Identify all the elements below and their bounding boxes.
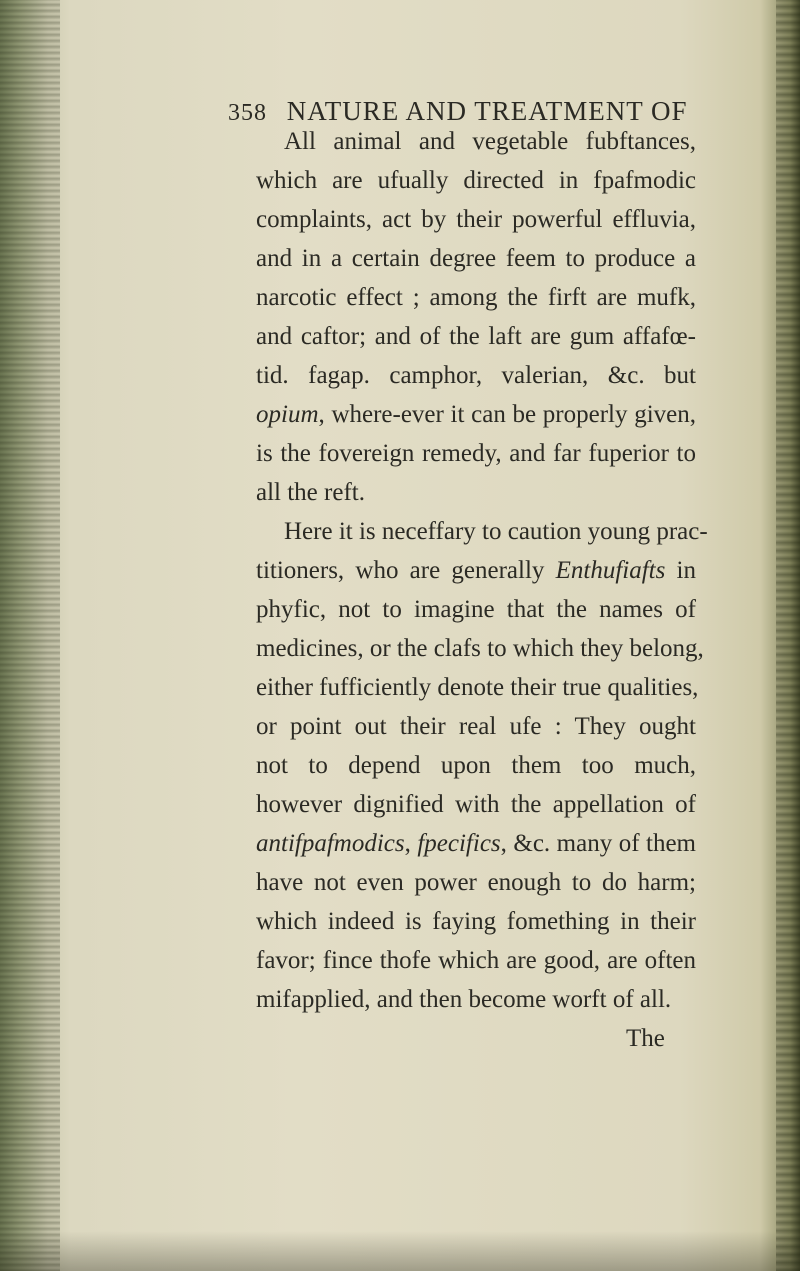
text-line <box>256 323 696 351</box>
text-line <box>284 518 708 546</box>
text-run: mifapplied, and then become worft of all. <box>256 986 672 1013</box>
text-line <box>256 167 696 195</box>
italic-text: opium <box>256 401 319 428</box>
text-run: and caftor; and of the laft are gum affafœ- <box>256 323 696 350</box>
text-run: , where-ever it can be properly given, <box>318 401 696 428</box>
text-run: All animal and vegetable fubftances, <box>284 128 696 155</box>
text-run: not to depend upon them too much, <box>256 752 696 779</box>
page-number: 358 <box>228 100 267 126</box>
text-line <box>256 830 696 858</box>
text-line <box>256 479 696 507</box>
italic-text: Enthufiafts <box>555 557 666 584</box>
text-line <box>256 557 696 585</box>
text-line <box>256 947 696 975</box>
text-run: and in a certain degree feem to produce a <box>256 245 696 272</box>
text-run: complaints, act by their powerful effluvia, <box>256 206 696 233</box>
text-run: The <box>626 1025 665 1052</box>
text-line <box>256 245 696 273</box>
running-header <box>228 96 688 127</box>
text-run: narcotic effect ; among the firft are mufk, <box>256 284 696 311</box>
text-run: in <box>665 557 696 584</box>
text-line <box>256 986 696 1014</box>
text-run: tid. fagap. camphor, valerian, &c. but <box>256 362 696 389</box>
text-run: phyfic, not to imagine that the names of <box>256 596 696 623</box>
italic-text: antifpafmodics <box>256 830 405 857</box>
text-run: , <box>404 830 418 857</box>
text-run: favor; fince thofe which are good, are often <box>256 947 696 974</box>
text-line <box>256 284 696 312</box>
text-line <box>256 869 696 897</box>
text-run: medicines, or the clafs to which they belong, <box>256 635 704 662</box>
text-run: however dignified with the appellation of <box>256 791 696 818</box>
text-run: is the fovereign remedy, and far fuperior to <box>256 440 696 467</box>
text-line <box>256 206 696 234</box>
text-run: which are ufually directed in fpafmodic <box>256 167 696 194</box>
text-run: which indeed is faying fomething in their <box>256 908 696 935</box>
text-run: titioners, who are generally <box>256 557 556 584</box>
text-line <box>256 791 696 819</box>
text-line <box>256 713 696 741</box>
text-run: all the reft. <box>256 479 365 506</box>
text-line <box>256 440 696 468</box>
text-run: or point out their real ufe : They ought <box>256 713 696 740</box>
text-line <box>256 635 704 663</box>
text-line <box>256 596 696 624</box>
text-line <box>256 674 699 702</box>
running-title: NATURE AND TREATMENT OF <box>286 96 688 126</box>
text-run: Here it is neceffary to caution young prac- <box>284 518 708 545</box>
text-line <box>256 908 696 936</box>
text-line <box>284 128 696 156</box>
catchword <box>626 1025 696 1053</box>
text-run: have not even power enough to do harm; <box>256 869 696 896</box>
text-line <box>256 362 696 390</box>
italic-text: fpecifics <box>417 830 501 857</box>
text-line <box>256 401 696 429</box>
text-run: , &c. many of them <box>500 830 696 857</box>
text-run: either fufficiently denote their true qualities, <box>256 674 699 701</box>
text-line <box>256 752 696 780</box>
page-shadow <box>0 1231 800 1271</box>
